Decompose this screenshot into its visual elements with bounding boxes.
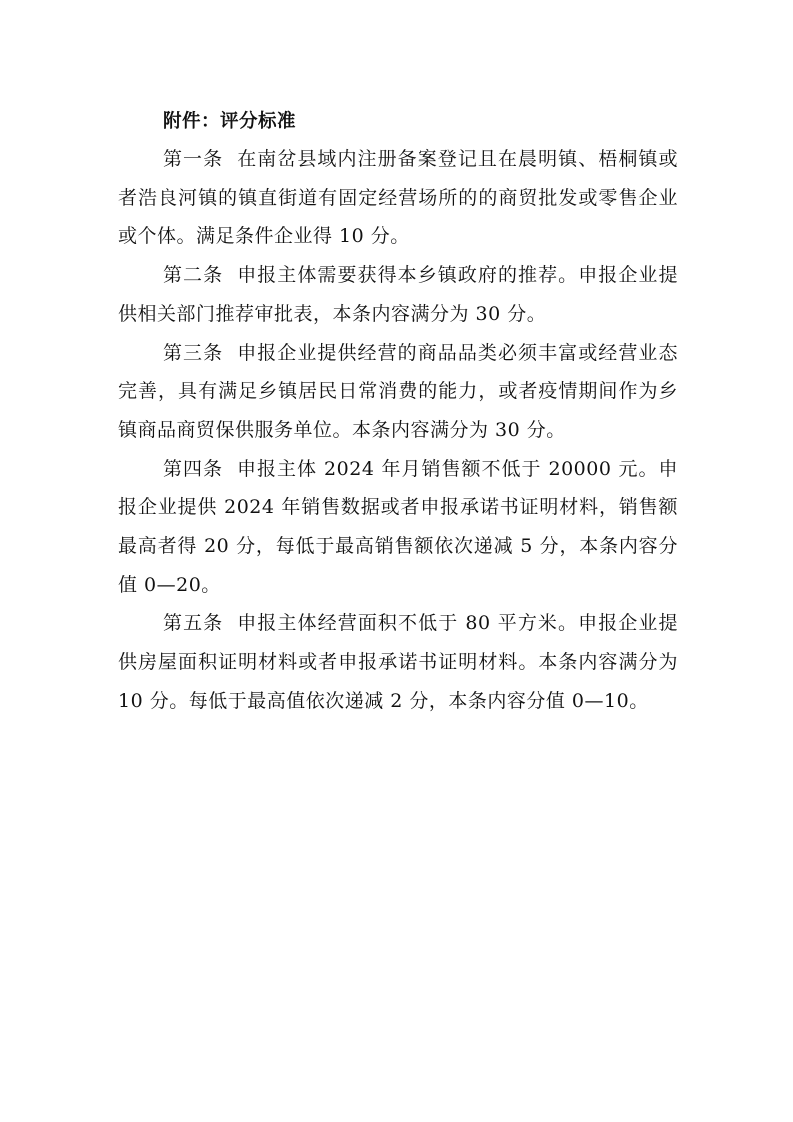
article-5-title: 第五条 xyxy=(163,612,224,635)
article-2-title: 第二条 xyxy=(163,264,224,287)
attachment-heading: 附件：评分标准 xyxy=(163,111,297,132)
article-4-title: 第四条 xyxy=(163,457,224,480)
article-5 xyxy=(118,604,678,720)
article-1-title: 第一条 xyxy=(163,148,224,170)
article-4 xyxy=(118,450,678,605)
document-body xyxy=(118,104,678,721)
article-5-text: 申报主体经营面积不低于 80 平方米。申报企业提供房屋面积证明材料或者申报承诺书证明材料。本条内容满分为 10 分。每低于最高值依次递减 2 分，本条内容分值 0—10。 xyxy=(118,612,678,712)
article-3 xyxy=(118,334,678,450)
article-1-text: 在南岔县域内注册备案登记且在晨明镇、梧桐镇或者浩良河镇的镇直街道有固定经营场所的的商贸批发或零售企业或个体。满足条件企业得 10 分。 xyxy=(118,148,678,248)
article-3-title: 第三条 xyxy=(163,341,224,364)
article-4-text: 申报主体 2024 年月销售额不低于 20000 元。申报企业提供 2024 年销售数据或者申报承诺书证明材料，销售额最高者得 20 分，每低于最高销售额依次递减 5 分，本条内容分值 0—20。 xyxy=(118,457,678,596)
article-2-text: 申报主体需要获得本乡镇政府的推荐。申报企业提供相关部门推荐审批表，本条内容满分为 30 分。 xyxy=(118,264,678,325)
article-1 xyxy=(118,140,678,256)
article-2 xyxy=(118,256,678,333)
article-3-text: 申报企业提供经营的商品品类必须丰富或经营业态完善，具有满足乡镇居民日常消费的能力，或者疫情期间作为乡镇商品商贸保供服务单位。本条内容满分为 30 分。 xyxy=(118,341,678,441)
